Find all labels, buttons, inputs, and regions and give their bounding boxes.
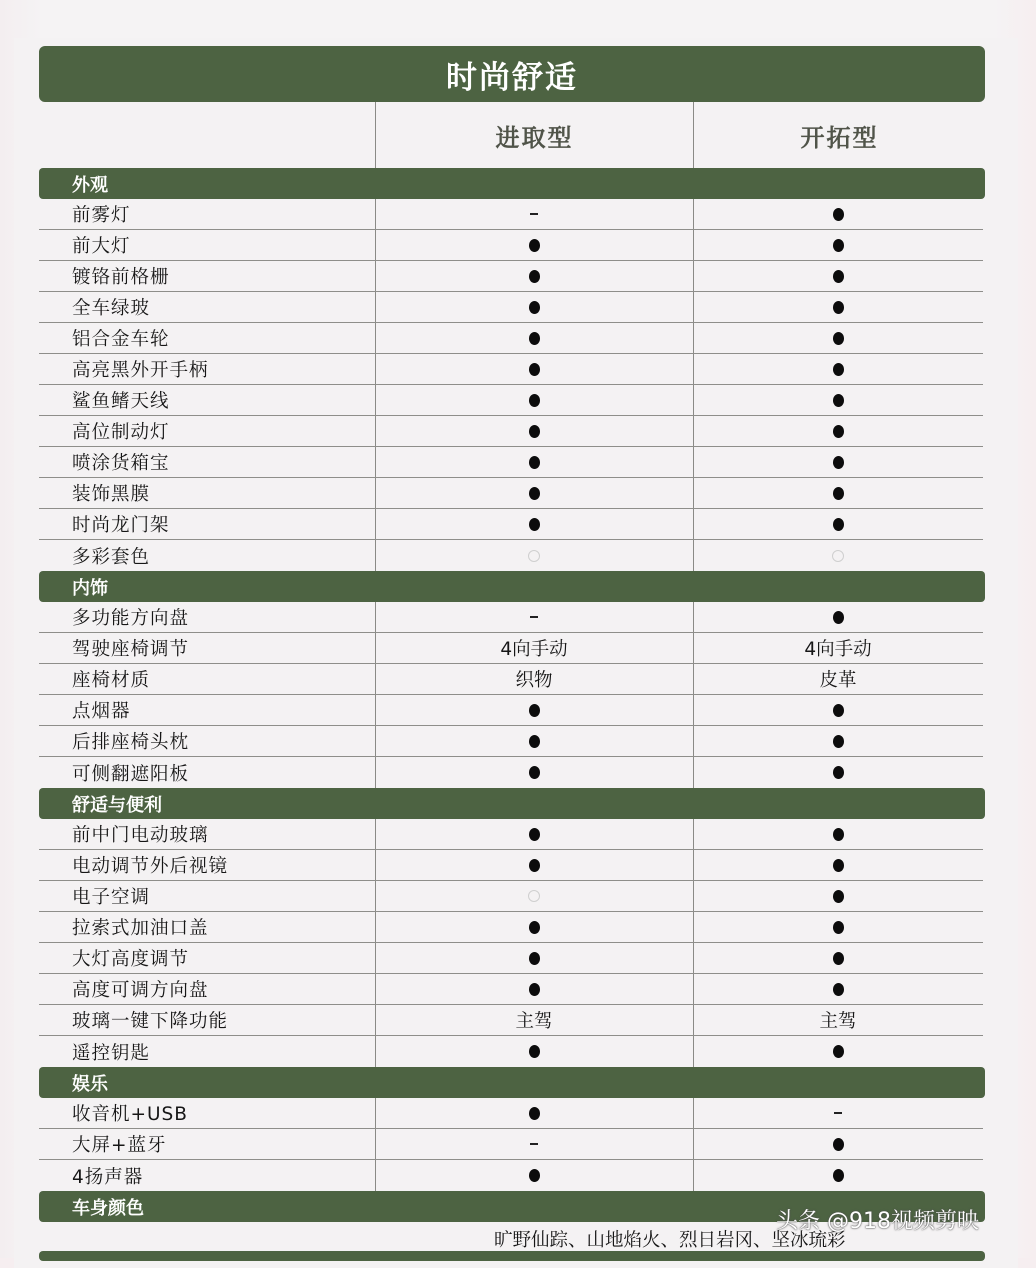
value-cell [375,1143,693,1145]
table-row [39,1005,983,1036]
feature-label: 鲨鱼鳍天线 [72,391,170,412]
spec-table [39,168,985,1258]
value-cell [693,704,983,717]
value-cell [375,270,693,283]
filled-dot-icon [833,363,844,376]
filled-dot-icon [833,1138,844,1151]
table-row [39,199,983,230]
feature-label: 可侧翻遮阳板 [72,763,190,785]
table-row [39,850,983,881]
open-circle-icon [528,550,540,562]
value-cell [693,394,983,407]
value-cell [693,1045,983,1058]
feature-label: 全车绿玻 [72,298,151,319]
value-cell [375,983,693,996]
feature-label: 前中门电动玻璃 [72,825,209,846]
value-cell [693,208,983,221]
table-row [39,602,983,633]
filled-dot-icon [833,1045,844,1058]
filled-dot-icon [529,270,540,283]
open-circle-icon [528,890,540,902]
column-header-trim-2: 开拓型 [800,123,879,152]
feature-label: 遥控钥匙 [72,1042,151,1064]
page-title: 时尚舒适 [39,46,985,102]
value-cell [693,487,983,500]
value-cell [375,363,693,376]
table-row [39,1036,983,1067]
value-cell [375,550,693,562]
filled-dot-icon [529,1107,540,1120]
column-header-trim-1: 进取型 [495,123,574,152]
feature-label: 大屏+蓝牙 [72,1135,167,1156]
filled-dot-icon [833,518,844,531]
value-cell [375,735,693,748]
filled-dot-icon [529,859,540,872]
filled-dot-icon [529,363,540,376]
section-header: 外观 [39,168,985,199]
filled-dot-icon [833,394,844,407]
value-cell [693,1169,983,1182]
filled-dot-icon [833,921,844,934]
feature-label: 后排座椅头枕 [72,732,190,753]
filled-dot-icon [529,704,540,717]
section-header: 车身颜色 [39,1191,985,1222]
table-row [39,912,983,943]
feature-label: 高位制动灯 [72,422,170,443]
feature-label: 点烟器 [72,701,131,722]
body-colors-text: 旷野仙踪、山地焰火、烈日岩冈、坚冰琉彩 [494,1230,846,1251]
filled-dot-icon [833,301,844,314]
value-cell [375,616,693,618]
filled-dot-icon [833,952,844,965]
value-cell [375,332,693,345]
feature-label: 拉索式加油口盖 [72,918,209,939]
table-row [39,323,983,354]
table-row [39,230,983,261]
filled-dot-icon [833,425,844,438]
table-row [39,416,983,447]
filled-dot-icon [833,983,844,996]
table-row [39,819,983,850]
section-header: 内饰 [39,571,985,602]
table-row [39,695,983,726]
value-cell [693,828,983,841]
value-cell-text: 4向手动 [500,639,568,660]
value-cell [375,1045,693,1058]
value-cell [693,611,983,624]
value-cell [375,1107,693,1120]
value-cell [375,859,693,872]
filled-dot-icon [529,1169,540,1182]
table-row [39,726,983,757]
value-cell [375,425,693,438]
value-cell-text: 4向手动 [804,639,872,660]
filled-dot-icon [529,487,540,500]
value-cell [375,1169,693,1182]
value-cell-text: 主驾 [819,1011,857,1032]
feature-label: 时尚龙门架 [72,515,170,536]
table-row [39,664,983,695]
value-cell [375,394,693,407]
table-row [39,478,983,509]
value-cell [693,735,983,748]
watermark: 头条 @918视频剪映 [776,1209,979,1234]
value-cell [375,301,693,314]
dash-icon [530,1143,538,1145]
filled-dot-icon [833,456,844,469]
value-cell [693,518,983,531]
table-row [39,1160,983,1191]
value-cell [375,952,693,965]
value-cell-text: 皮革 [819,670,857,691]
filled-dot-icon [529,301,540,314]
feature-label: 喷涂货箱宝 [72,453,170,474]
feature-label: 电子空调 [72,887,151,908]
feature-label: 4扬声器 [72,1166,144,1188]
filled-dot-icon [529,1045,540,1058]
filled-dot-icon [833,270,844,283]
feature-label: 高亮黑外开手柄 [72,360,209,381]
filled-dot-icon [529,735,540,748]
table-row [39,261,983,292]
value-cell [693,456,983,469]
table-row [39,509,983,540]
table-row [39,1098,983,1129]
value-cell [693,1112,983,1114]
filled-dot-icon [833,890,844,903]
filled-dot-icon [529,239,540,252]
section-bar-next [39,1251,985,1261]
open-circle-icon [832,550,844,562]
filled-dot-icon [833,766,844,779]
filled-dot-icon [529,766,540,779]
feature-label: 装饰黑膜 [72,484,151,505]
table-row [39,633,983,664]
filled-dot-icon [833,487,844,500]
feature-label: 收音机+USB [72,1104,188,1125]
value-cell [693,766,983,779]
value-cell [375,213,693,215]
table-row [39,354,983,385]
feature-label: 前大灯 [72,236,131,257]
feature-label: 玻璃一键下降功能 [72,1011,229,1032]
table-row [39,943,983,974]
feature-label: 多彩套色 [72,546,151,568]
table-row [39,881,983,912]
table-row [39,540,983,571]
value-cell [375,239,693,252]
table-row [39,447,983,478]
value-cell [375,766,693,779]
filled-dot-icon [529,518,540,531]
filled-dot-icon [833,332,844,345]
filled-dot-icon [529,952,540,965]
value-cell [693,332,983,345]
value-cell [693,363,983,376]
feature-label: 驾驶座椅调节 [72,639,190,660]
dash-icon [530,213,538,215]
feature-label: 镀铬前格栅 [72,267,170,288]
value-cell [693,1138,983,1151]
table-row [39,1129,983,1160]
value-cell [375,456,693,469]
value-cell [693,425,983,438]
filled-dot-icon [529,394,540,407]
feature-label: 铝合金车轮 [72,329,170,350]
filled-dot-icon [833,735,844,748]
value-cell [693,270,983,283]
filled-dot-icon [529,921,540,934]
value-cell [375,921,693,934]
table-row [39,292,983,323]
value-cell [693,239,983,252]
value-cell [375,828,693,841]
value-cell [693,301,983,314]
value-cell-text: 主驾 [515,1011,553,1032]
value-cell [693,890,983,903]
table-row [39,974,983,1005]
value-cell [693,952,983,965]
value-cell [693,859,983,872]
value-cell [375,518,693,531]
table-row [39,757,983,788]
feature-label: 高度可调方向盘 [72,980,209,1001]
filled-dot-icon [833,239,844,252]
filled-dot-icon [529,332,540,345]
value-cell [693,550,983,562]
filled-dot-icon [833,828,844,841]
filled-dot-icon [529,425,540,438]
filled-dot-icon [529,456,540,469]
filled-dot-icon [833,859,844,872]
feature-label: 大灯高度调节 [72,949,190,970]
dash-icon [530,616,538,618]
value-cell [693,983,983,996]
filled-dot-icon [529,983,540,996]
value-cell [375,890,693,902]
section-header: 舒适与便利 [39,788,985,819]
filled-dot-icon [833,208,844,221]
feature-label: 电动调节外后视镜 [72,856,229,877]
value-cell [375,487,693,500]
feature-label: 前雾灯 [72,205,131,226]
section-header: 娱乐 [39,1067,985,1098]
value-cell-text: 织物 [515,670,553,691]
table-row [39,385,983,416]
filled-dot-icon [529,828,540,841]
filled-dot-icon [833,1169,844,1182]
feature-label: 多功能方向盘 [72,608,190,629]
filled-dot-icon [833,611,844,624]
value-cell [693,921,983,934]
dash-icon [834,1112,842,1114]
feature-label: 座椅材质 [72,670,151,691]
value-cell [375,704,693,717]
filled-dot-icon [833,704,844,717]
